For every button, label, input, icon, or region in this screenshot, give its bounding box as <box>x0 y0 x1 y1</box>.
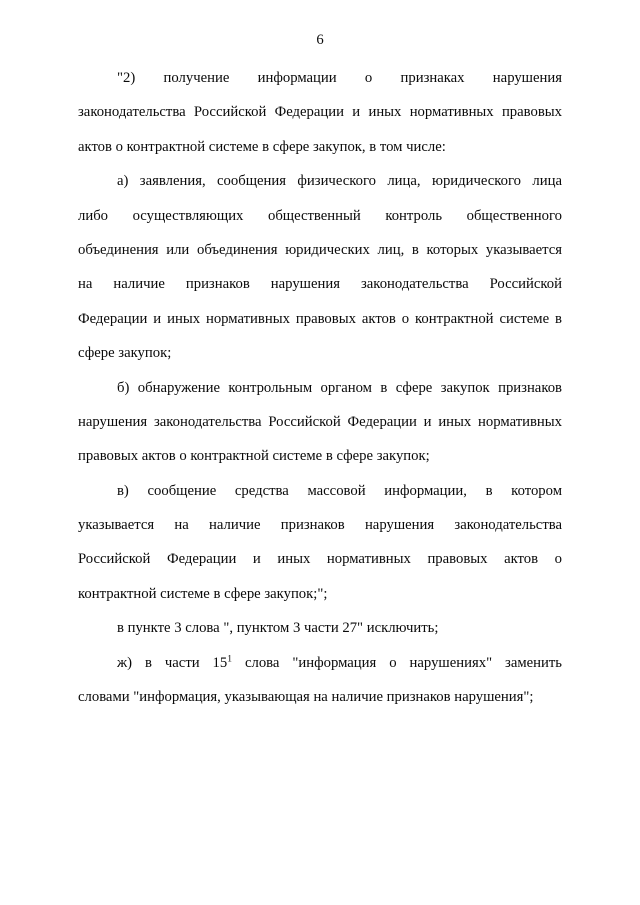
text-line: в) сообщение средства массовой информации, в котором <box>117 482 562 499</box>
text-line: указывается на наличие признаков нарушения законодательства <box>78 517 562 534</box>
text-line: Российской Федерации и иных нормативных правовых актов о <box>78 551 562 568</box>
paragraph-item-2 <box>78 61 562 164</box>
text-segment: слова "информация о нарушениях" заменить <box>232 654 562 671</box>
text-line: актов о контрактной системе в сфере закупок, в том числе: <box>78 138 446 155</box>
text-line: в пункте 3 слова ", пунктом 3 части 27" исключить; <box>117 620 439 637</box>
page-number: 6 <box>316 32 324 48</box>
text-line: сфере закупок; <box>78 345 172 362</box>
text-line: на наличие признаков нарушения законодательства Российской <box>78 276 562 293</box>
text-line: Федерации и иных нормативных правовых актов о контрактной системе в <box>78 310 562 327</box>
superscript-index: 1 <box>227 652 233 664</box>
paragraph-point-3-amendment <box>78 611 562 645</box>
paragraph-subitem-a <box>78 164 562 370</box>
text-line: а) заявления, сообщения физического лица, юридического лица <box>117 173 562 190</box>
text-line <box>78 646 562 680</box>
text-line: контрактной системе в сфере закупок;"; <box>78 585 328 602</box>
text-line: объединения или объединения юридических лиц, в которых указывается <box>78 241 562 258</box>
text-line: нарушения законодательства Российской Федерации и иных нормативных <box>78 413 562 430</box>
document-body <box>78 61 562 714</box>
text-line: "2) получение информации о признаках нарушения <box>117 70 562 86</box>
text-line: правовых актов о контрактной системе в сфере закупок; <box>78 448 430 465</box>
text-line: б) обнаружение контрольным органом в сфере закупок признаков <box>117 379 562 396</box>
text-segment: ж) в части 15 <box>117 654 228 671</box>
text-line: либо осуществляющих общественный контроль общественного <box>78 207 562 224</box>
paragraph-subitem-b <box>78 371 562 474</box>
text-line: словами "информация, указывающая на наличие признаков нарушения"; <box>78 689 534 706</box>
paragraph-subitem-v <box>78 474 562 612</box>
text-line: законодательства Российской Федерации и иных нормативных правовых <box>78 104 562 121</box>
paragraph-subitem-zh <box>78 646 562 715</box>
